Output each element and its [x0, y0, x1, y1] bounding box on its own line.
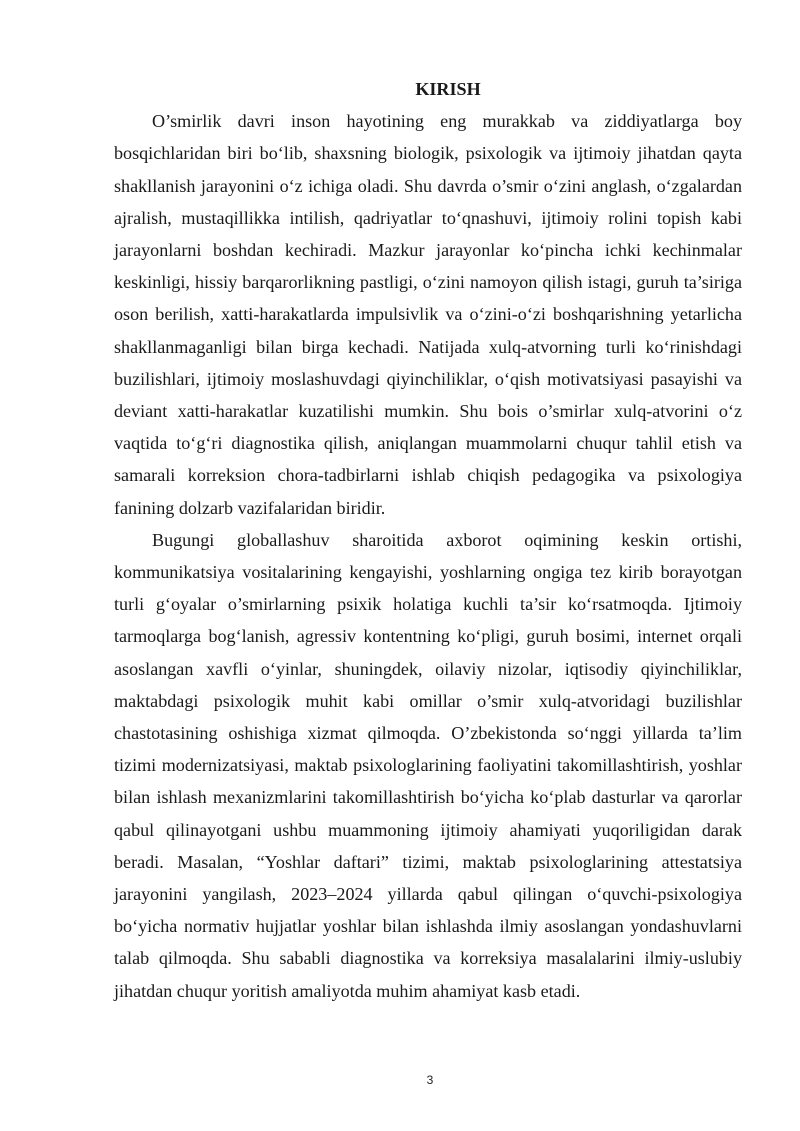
paragraph-2: Bugungi globallashuv sharoitida axborot oqimining keskin ortishi, kommunikatsiya vositalarining kengayishi, yoshlarning ongiga tez kirib borayotgan turli g‘oyalar o’smirlarning psixik holatiga kuchli ta’sir ko‘rsatmoqda. Ijtimoiy tarmoqlarga bog‘lanish, agressiv kontentning ko‘pligi, guruh bosimi, internet orqali asoslangan xavfli o‘yinlar, shuningdek, oilaviy nizolar, iqtisodiy qiyinchiliklar, maktabdagi psixologik muhit kabi omillar o’smir xulq-atvoridagi buzilishlar chastotasining oshishiga xizmat qilmoqda. O’zbekistonda so‘nggi yillarda ta’lim tizimi modernizatsiyasi, maktab psixologlarining faoliyatini takomillashtirish, yoshlar bilan ishlash mexanizmlarini takomillashtirish bo‘yicha ko‘plab dasturlar va qarorlar qabul qilinayotgani ushbu muammoning ijtimoiy ahamiyati yuqoriligidan darak beradi. Masalan, “Yoshlar daftari” tizimi, maktab psixologlarining attestatsiya jarayonini yangilash, 2023–2024 yillarda qabul qilingan o‘quvchi-psixologiya bo‘yicha normativ hujjatlar yoshlar bilan ishlashda ilmiy asoslangan yondashuvlarni talab qilmoqda. Shu sababli diagnostika va korreksiya masalalarini ilmiy-uslubiy jihatdan chuqur yoritish amaliyotda muhim ahamiyat kasb etadi.	[114, 529, 742, 1001]
page-number: 3	[426, 1073, 434, 1087]
section-heading: KIRISH	[415, 79, 481, 99]
paragraph-1: O’smirlik davri inson hayotining eng murakkab va ziddiyatlarga boy bosqichlaridan biri bo‘lib, shaxsning biologik, psixologik va ijtimoiy jihatdan qayta shakllanish jarayonini o‘z ichiga oladi. Shu davrda o’smir o‘zini anglash, o‘zgalardan ajralish, mustaqillikka intilish, qadriyatlar to‘qnashuvi, ijtimoiy rolini topish kabi jarayonlarni boshdan kechiradi. Mazkur jarayonlar ko‘pincha ichki kechinmalar keskinligi, hissiy barqarorlikning pastligi, o‘zini namoyon qilish istagi, guruh ta’siriga oson berilish, xatti-harakatlarda impulsivlik va o‘zini-o‘zi boshqarishning yetarlicha shakllanmaganligi bilan birga kechadi. Natijada xulq-atvorning turli ko‘rinishdagi buzilishlari, ijtimoiy moslashuvdagi qiyinchiliklar, o‘qish motivatsiyasi pasayishi va deviant xatti-harakatlar kuzatilishi mumkin. Shu bois o’smirlar xulq-atvorini o‘z vaqtida to‘g‘ri diagnostika qilish, aniqlangan muammolarni chuqur tahlil etish va samarali korreksion chora-tadbirlarni ishlab chiqish pedagogika va psixologiya fanining dolzarb vazifalaridan biridir.	[114, 111, 742, 518]
page-content	[114, 73, 742, 1007]
